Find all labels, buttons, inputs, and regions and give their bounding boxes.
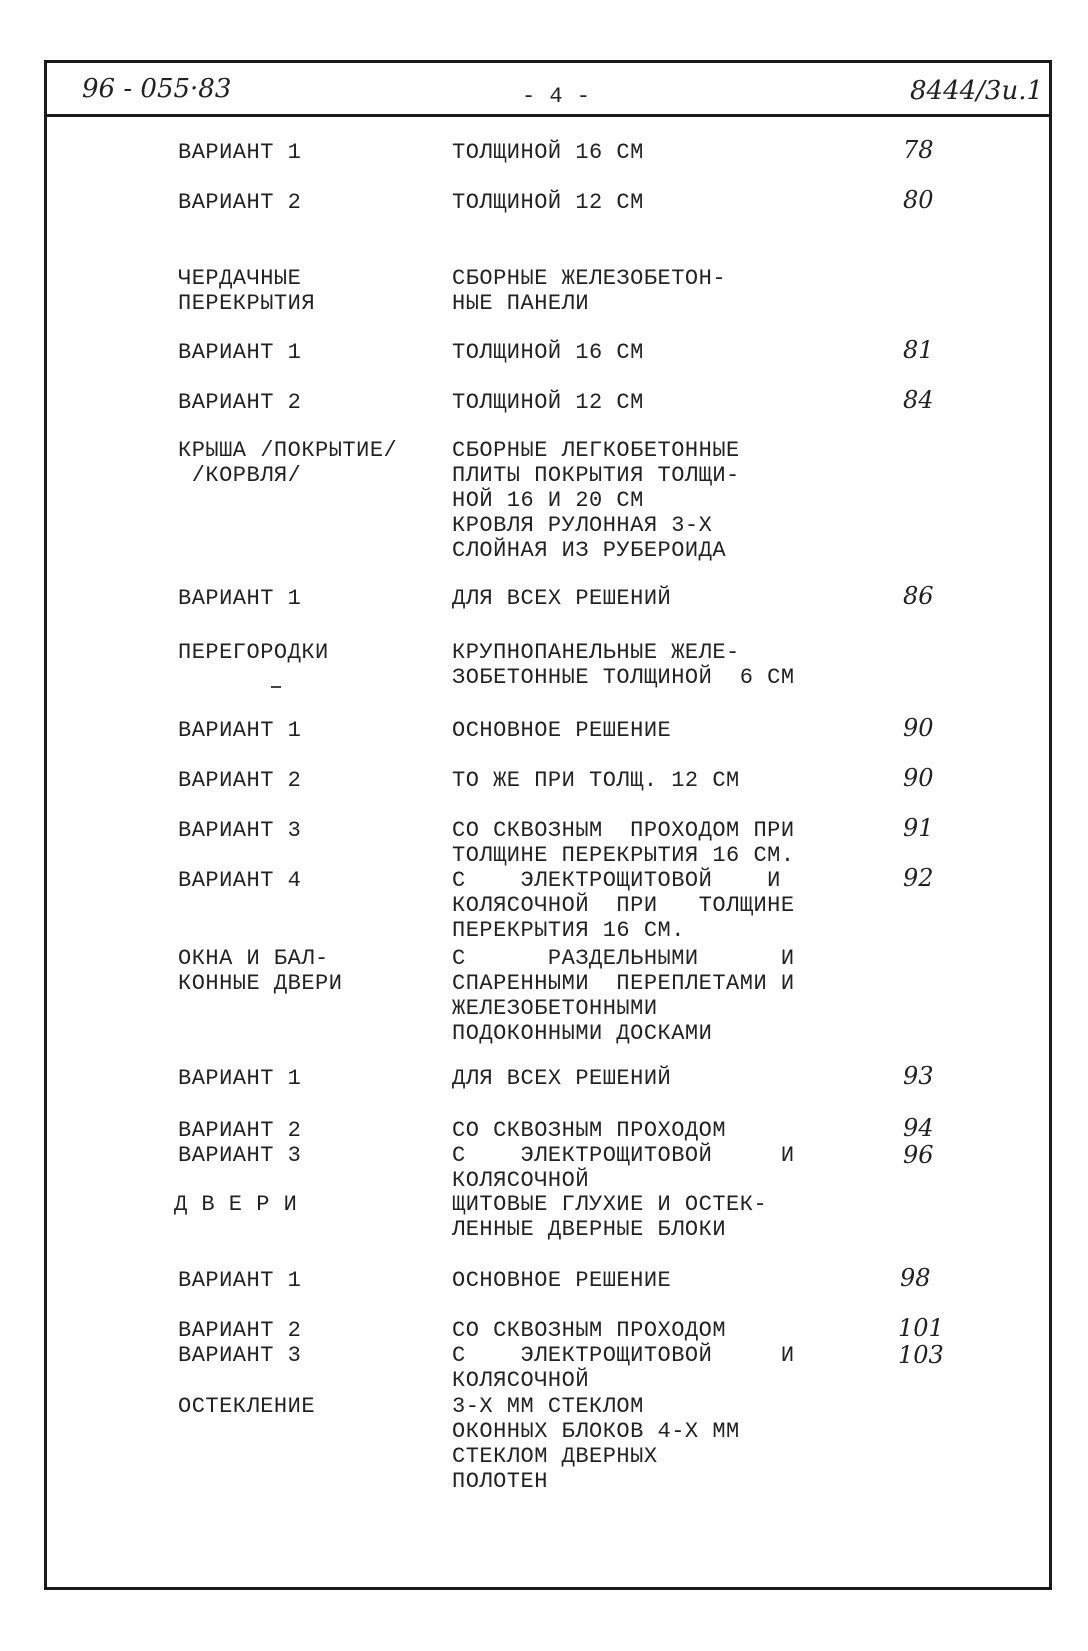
- row-right: С ЭЛЕКТРОЩИТОВОЙ И КОЛЯСОЧНОЙ ПРИ ТОЛЩИНЕ ПЕРЕКРЫТИЯ 16 СМ.: [452, 868, 795, 943]
- row-left: ВАРИАНТ 2: [178, 1318, 302, 1343]
- row-right: ТОЛЩИНОЙ 16 СМ: [452, 140, 644, 165]
- row-page: 90: [903, 764, 934, 792]
- row-right: ТОЛЩИНОЙ 12 СМ: [452, 390, 644, 415]
- row-page: 93: [903, 1062, 934, 1090]
- section-heading: Д В Е Р И: [174, 1192, 298, 1217]
- row-right: ТОЛЩИНОЙ 16 СМ: [452, 340, 644, 365]
- row-page: 80: [903, 186, 934, 214]
- header-divider: [44, 114, 1052, 117]
- section-heading: ПЕРЕГОРОДКИ: [178, 640, 329, 665]
- row-right: ОСНОВНОЕ РЕШЕНИЕ: [452, 718, 672, 743]
- row-left: ВАРИАНТ 1: [178, 340, 302, 365]
- section-description: СБОРНЫЕ ЖЕЛЕЗОБЕТОН- НЫЕ ПАНЕЛИ: [452, 266, 727, 316]
- row-left: ВАРИАНТ 1: [178, 586, 302, 611]
- section-description: 3-Х ММ СТЕКЛОМ ОКОННЫХ БЛОКОВ 4-Х ММ СТЕКЛОМ ДВЕРНЫХ ПОЛОТЕН: [452, 1394, 740, 1494]
- row-right: ТО ЖЕ ПРИ ТОЛЩ. 12 СМ: [452, 768, 740, 793]
- row-page: 84: [903, 386, 934, 414]
- row-left: ВАРИАНТ 3: [178, 1143, 302, 1168]
- row-page: 91: [903, 814, 934, 842]
- row-page: 92: [903, 864, 934, 892]
- row-left: ВАРИАНТ 3: [178, 818, 302, 843]
- row-page: 101: [898, 1314, 944, 1342]
- row-left: ВАРИАНТ 2: [178, 1118, 302, 1143]
- section-heading: ЧЕРДАЧНЫЕ ПЕРЕКРЫТИЯ: [178, 266, 316, 316]
- row-left: ВАРИАНТ 1: [178, 1268, 302, 1293]
- row-right: СО СКВОЗНЫМ ПРОХОДОМ ПРИ ТОЛЩИНЕ ПЕРЕКРЫТИЯ 16 СМ.: [452, 818, 795, 868]
- row-right: ДЛЯ ВСЕХ РЕШЕНИЙ: [452, 586, 672, 611]
- section-description: СБОРНЫЕ ЛЕГКОБЕТОННЫЕ ПЛИТЫ ПОКРЫТИЯ ТОЛЩИ- НОЙ 16 И 20 СМ КРОВЛЯ РУЛОННАЯ 3-Х СЛОЙНАЯ ИЗ РУБЕРОИДА: [452, 438, 740, 563]
- row-left: ВАРИАНТ 2: [178, 390, 302, 415]
- row-left: ВАРИАНТ 1: [178, 140, 302, 165]
- section-heading: КРЫША /ПОКРЫТИЕ/ /КОРВЛЯ/: [178, 438, 398, 488]
- row-left: ВАРИАНТ 3: [178, 1343, 302, 1368]
- row-right: С ЭЛЕКТРОЩИТОВОЙ И КОЛЯСОЧНОЙ: [452, 1343, 795, 1393]
- row-page: 81: [903, 336, 934, 364]
- section-description: С РАЗДЕЛЬНЫМИ И СПАРЕННЫМИ ПЕРЕПЛЕТАМИ И ЖЕЛЕЗОБЕТОННЫМИ ПОДОКОННЫМИ ДОСКАМИ: [452, 946, 795, 1046]
- section-description: ЩИТОВЫЕ ГЛУХИЕ И ОСТЕК- ЛЕННЫЕ ДВЕРНЫЕ БЛОКИ: [452, 1192, 768, 1242]
- dash-mark: [271, 686, 281, 688]
- row-right: СО СКВОЗНЫМ ПРОХОДОМ: [452, 1118, 727, 1143]
- row-left: ВАРИАНТ 1: [178, 718, 302, 743]
- row-left: ВАРИАНТ 1: [178, 1066, 302, 1091]
- row-left: ВАРИАНТ 2: [178, 768, 302, 793]
- row-page: 103: [898, 1341, 944, 1369]
- row-page: 96: [903, 1141, 934, 1169]
- row-right: ТОЛЩИНОЙ 12 СМ: [452, 190, 644, 215]
- row-right: ДЛЯ ВСЕХ РЕШЕНИЙ: [452, 1066, 672, 1091]
- row-page: 78: [903, 136, 934, 164]
- row-page: 90: [903, 714, 934, 742]
- row-page: 94: [903, 1114, 934, 1142]
- row-left: ВАРИАНТ 4: [178, 868, 302, 893]
- row-page: 98: [900, 1264, 931, 1292]
- row-right: С ЭЛЕКТРОЩИТОВОЙ И КОЛЯСОЧНОЙ: [452, 1143, 795, 1193]
- row-right: СО СКВОЗНЫМ ПРОХОДОМ: [452, 1318, 727, 1343]
- page-number: - 4 -: [522, 84, 591, 109]
- doc-code-right: 8444/3и.1: [910, 76, 1044, 106]
- row-right: ОСНОВНОЕ РЕШЕНИЕ: [452, 1268, 672, 1293]
- row-left: ВАРИАНТ 2: [178, 190, 302, 215]
- row-page: 86: [903, 582, 934, 610]
- section-description: КРУПНОПАНЕЛЬНЫЕ ЖЕЛЕ- ЗОБЕТОННЫЕ ТОЛЩИНОЙ 6 СМ: [452, 640, 795, 690]
- section-heading: ОКНА И БАЛ- КОННЫЕ ДВЕРИ: [178, 946, 343, 996]
- section-heading: ОСТЕКЛЕНИЕ: [178, 1394, 316, 1419]
- doc-code-left: 96 - 055·83: [82, 74, 232, 104]
